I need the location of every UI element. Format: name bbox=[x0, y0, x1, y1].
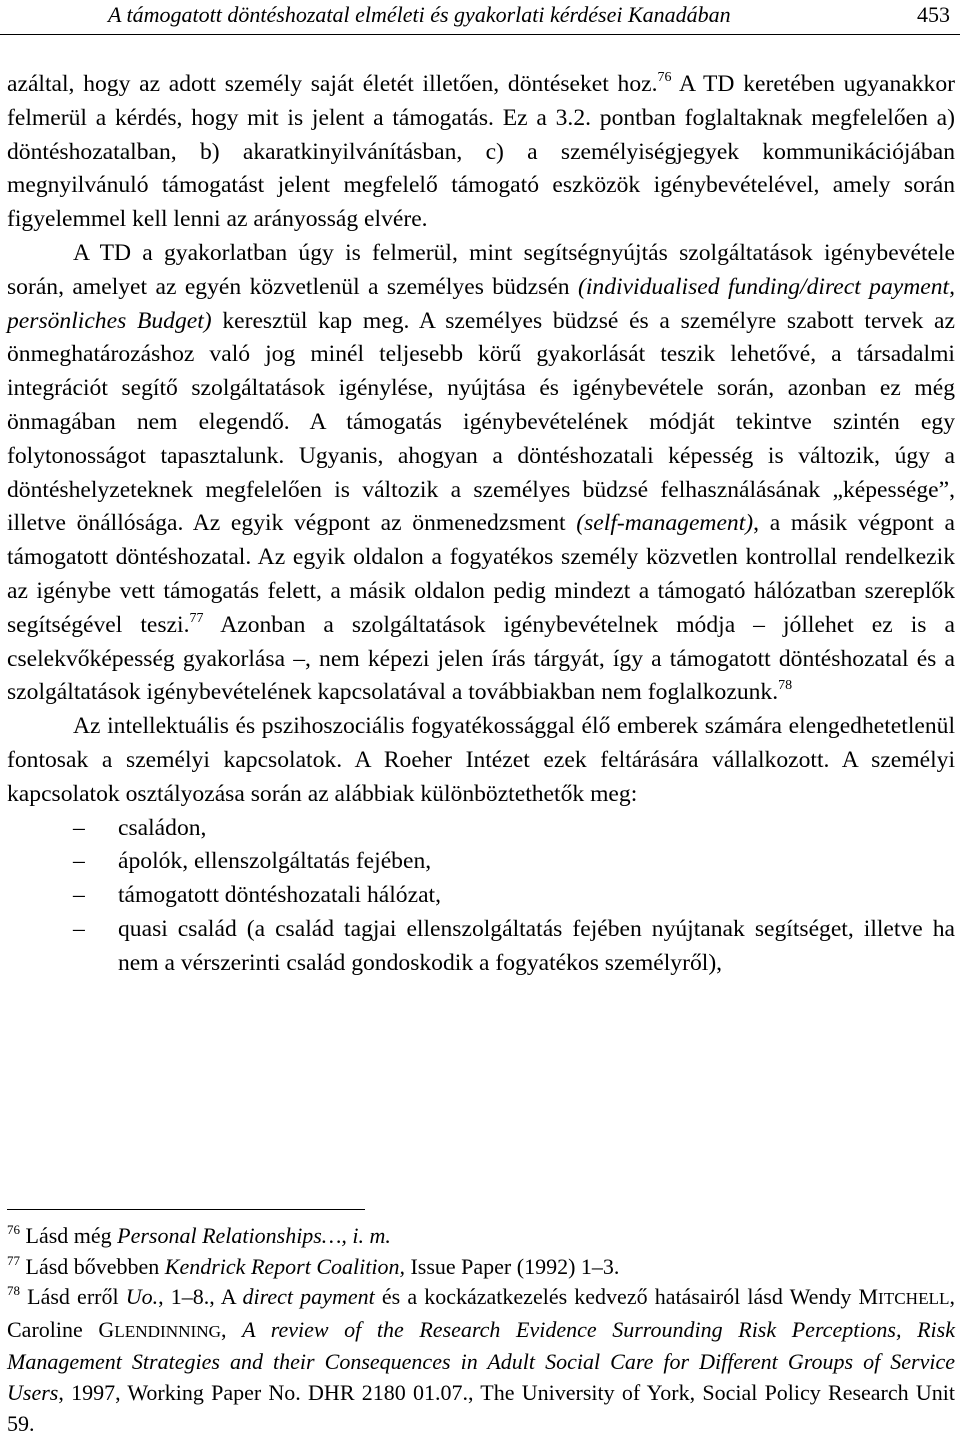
author-surname-2: LENDINNING bbox=[114, 1321, 221, 1341]
footnote-italic-2: direct payment bbox=[242, 1284, 375, 1310]
footnote-text: Lásd erről bbox=[20, 1284, 126, 1310]
footnote-text: Lásd bővebben bbox=[20, 1253, 165, 1279]
paragraph-1-text: azáltal, hogy az adott személy saját életét illetően, döntéseket hoz. bbox=[7, 71, 658, 97]
list-item-text: ápolók, ellenszolgáltatás fejében, bbox=[118, 848, 432, 875]
paragraph-1-text-cont: A TD keretében ugyanakkor felmerül a kérdés, hogy mit is jelent a támogatás. Ez a 3.2. pontban foglaltaknak megfelelően a) döntéshozatalban, b) akaratkinyilvánításban, c) a személyiségjegyek kommunikációjában megnyilvánuló támogatást jelent megfelelő támogató eszközök igénybevételével, amely során figyelemmel kell lenni az arányosság elvére. bbox=[7, 71, 956, 233]
list-item bbox=[7, 879, 955, 913]
footnotes bbox=[7, 1221, 955, 1439]
page-number: 453 bbox=[917, 2, 950, 27]
footnote-text-cont: Issue Paper (1992) 1–3. bbox=[404, 1253, 620, 1279]
paragraph-2-text-cont-3: Azonban a szolgáltatások igénybevételnek módja – jóllehet ez is a cselekvőképesség gyakorlása –, nem képezi jelen írás tárgyát, így a támogatott döntéshozatal és a szolgáltatások igénybevételének kapcsolatával a továbbiakban nem foglalkozunk. bbox=[7, 611, 955, 706]
relationship-list bbox=[7, 812, 955, 981]
paragraph-2-text-cont: keresztül kap meg. A személyes büdzsé és a személyre szabott tervek az önmeghatározáshoz való jog minél teljesebb körű gyakorlását teszik lehetővé, a társadalmi integrációt segítő szolgáltatások igénylése, nyújtása és igénybevétele során, azonban ez még önmagában nem elegendő. A támogatás igénybevételének módját tekintve szintén egy folytonosságot tapasztalunk. Ugyanis, ahogyan a döntéshozatali képesség is változik, úgy a döntéshelyzeteknek megfelelően is változik a személyes büdzsé felhasználásának „képessége”, illetve önállósága. Az egyik végpont az önmenedzsment bbox=[7, 307, 955, 537]
paragraph-2-text-cont-2: , a másik végpont a támogatott döntéshozatal. Az egyik oldalon a fogyatékos személy közvetlen kontrollal rendelkezik az igénybe vett támogatás felett, a másik oldalon pedig mindezt a támogató hálózatban szereplők segítségével teszi. bbox=[7, 510, 955, 638]
footnote-text-cont-4: , bbox=[220, 1316, 243, 1342]
paragraph-2-italic-term: (individualised funding/direct payment, persönliches Budget) bbox=[7, 273, 955, 334]
paragraph-2-text: A TD a gyakorlatban úgy is felmerül, mint segítségnyújtás szolgáltatások igénybevétele során, amelyet az egyén közvetlenül a személyes büdzsén bbox=[7, 239, 955, 300]
list-dash: – bbox=[73, 848, 85, 875]
footnote-number: 78 bbox=[7, 1283, 20, 1299]
footnote-ref-78: 78 bbox=[778, 678, 793, 694]
author-surname-1: ITCHELL bbox=[878, 1289, 950, 1309]
list-dash: – bbox=[73, 814, 85, 841]
footnote-number: 77 bbox=[7, 1252, 20, 1268]
list-item-text: támogatott döntéshozatali hálózat, bbox=[118, 882, 441, 909]
footnote-text-cont-2: és a kockázatkezelés kedvező hatásairól lásd Wendy M bbox=[374, 1284, 879, 1310]
list-item-text: quasi család (a család tagjai ellenszolgáltatás fejében nyújtanak segítséget, illetve ha nem a vérszerinti család gondoskodik a fogyatékos személyről), bbox=[118, 915, 955, 976]
list-dash: – bbox=[73, 882, 85, 909]
footnote-italic: Kendrick Report Coalition, bbox=[164, 1253, 405, 1279]
paragraph-3: Az intellektuális és pszihoszociális fogyatékossággal élő emberek számára elengedhetetlenül fontosak a személyi kapcsolatok. A Roeher Intézet ezek feltárására vállalkozott. A személyi kapcsolatok osztályozása során az alábbiak különböztethetők meg: bbox=[7, 713, 955, 807]
footnote-78 bbox=[7, 1282, 955, 1439]
footnote-text-cont-3: , Caroline G bbox=[7, 1284, 956, 1342]
page-header bbox=[0, 0, 960, 35]
footnote-text-cont: , 1–8., A bbox=[158, 1284, 243, 1310]
paragraph-2-italic-term-2: (self-management) bbox=[576, 510, 754, 537]
list-dash: – bbox=[73, 915, 85, 942]
footnote-77 bbox=[7, 1252, 955, 1283]
running-title: A támogatott döntéshozatal elméleti és gyakorlati kérdései Kanadában bbox=[108, 2, 731, 27]
footnote-ref-76: 76 bbox=[657, 70, 672, 85]
paragraph-2 bbox=[7, 237, 955, 710]
footnote-text: Lásd még bbox=[20, 1223, 118, 1248]
footnote-italic: Personal Relationships…, i. m. bbox=[117, 1223, 391, 1248]
body-text bbox=[7, 68, 955, 981]
list-item bbox=[7, 913, 955, 981]
footnote-76 bbox=[7, 1221, 955, 1252]
list-item bbox=[7, 845, 955, 879]
footnote-divider bbox=[7, 1209, 365, 1210]
paragraph-1 bbox=[7, 68, 955, 237]
list-item bbox=[7, 812, 955, 846]
footnote-italic-title: A review of the Research Evidence Surrounding Risk Perceptions, Risk Management Strategies and their Consequences in Adult Social Care for Different Groups of Service Users bbox=[7, 1316, 955, 1405]
list-item-text: családon, bbox=[118, 814, 207, 841]
footnote-italic: Uo. bbox=[125, 1284, 159, 1310]
footnote-text-cont-5: , 1997, Working Paper No. DHR 2180 01.07., The University of York, Social Policy Research Unit 59. bbox=[7, 1379, 955, 1436]
footnote-ref-77: 77 bbox=[189, 610, 204, 626]
footnote-number: 76 bbox=[7, 1222, 20, 1237]
